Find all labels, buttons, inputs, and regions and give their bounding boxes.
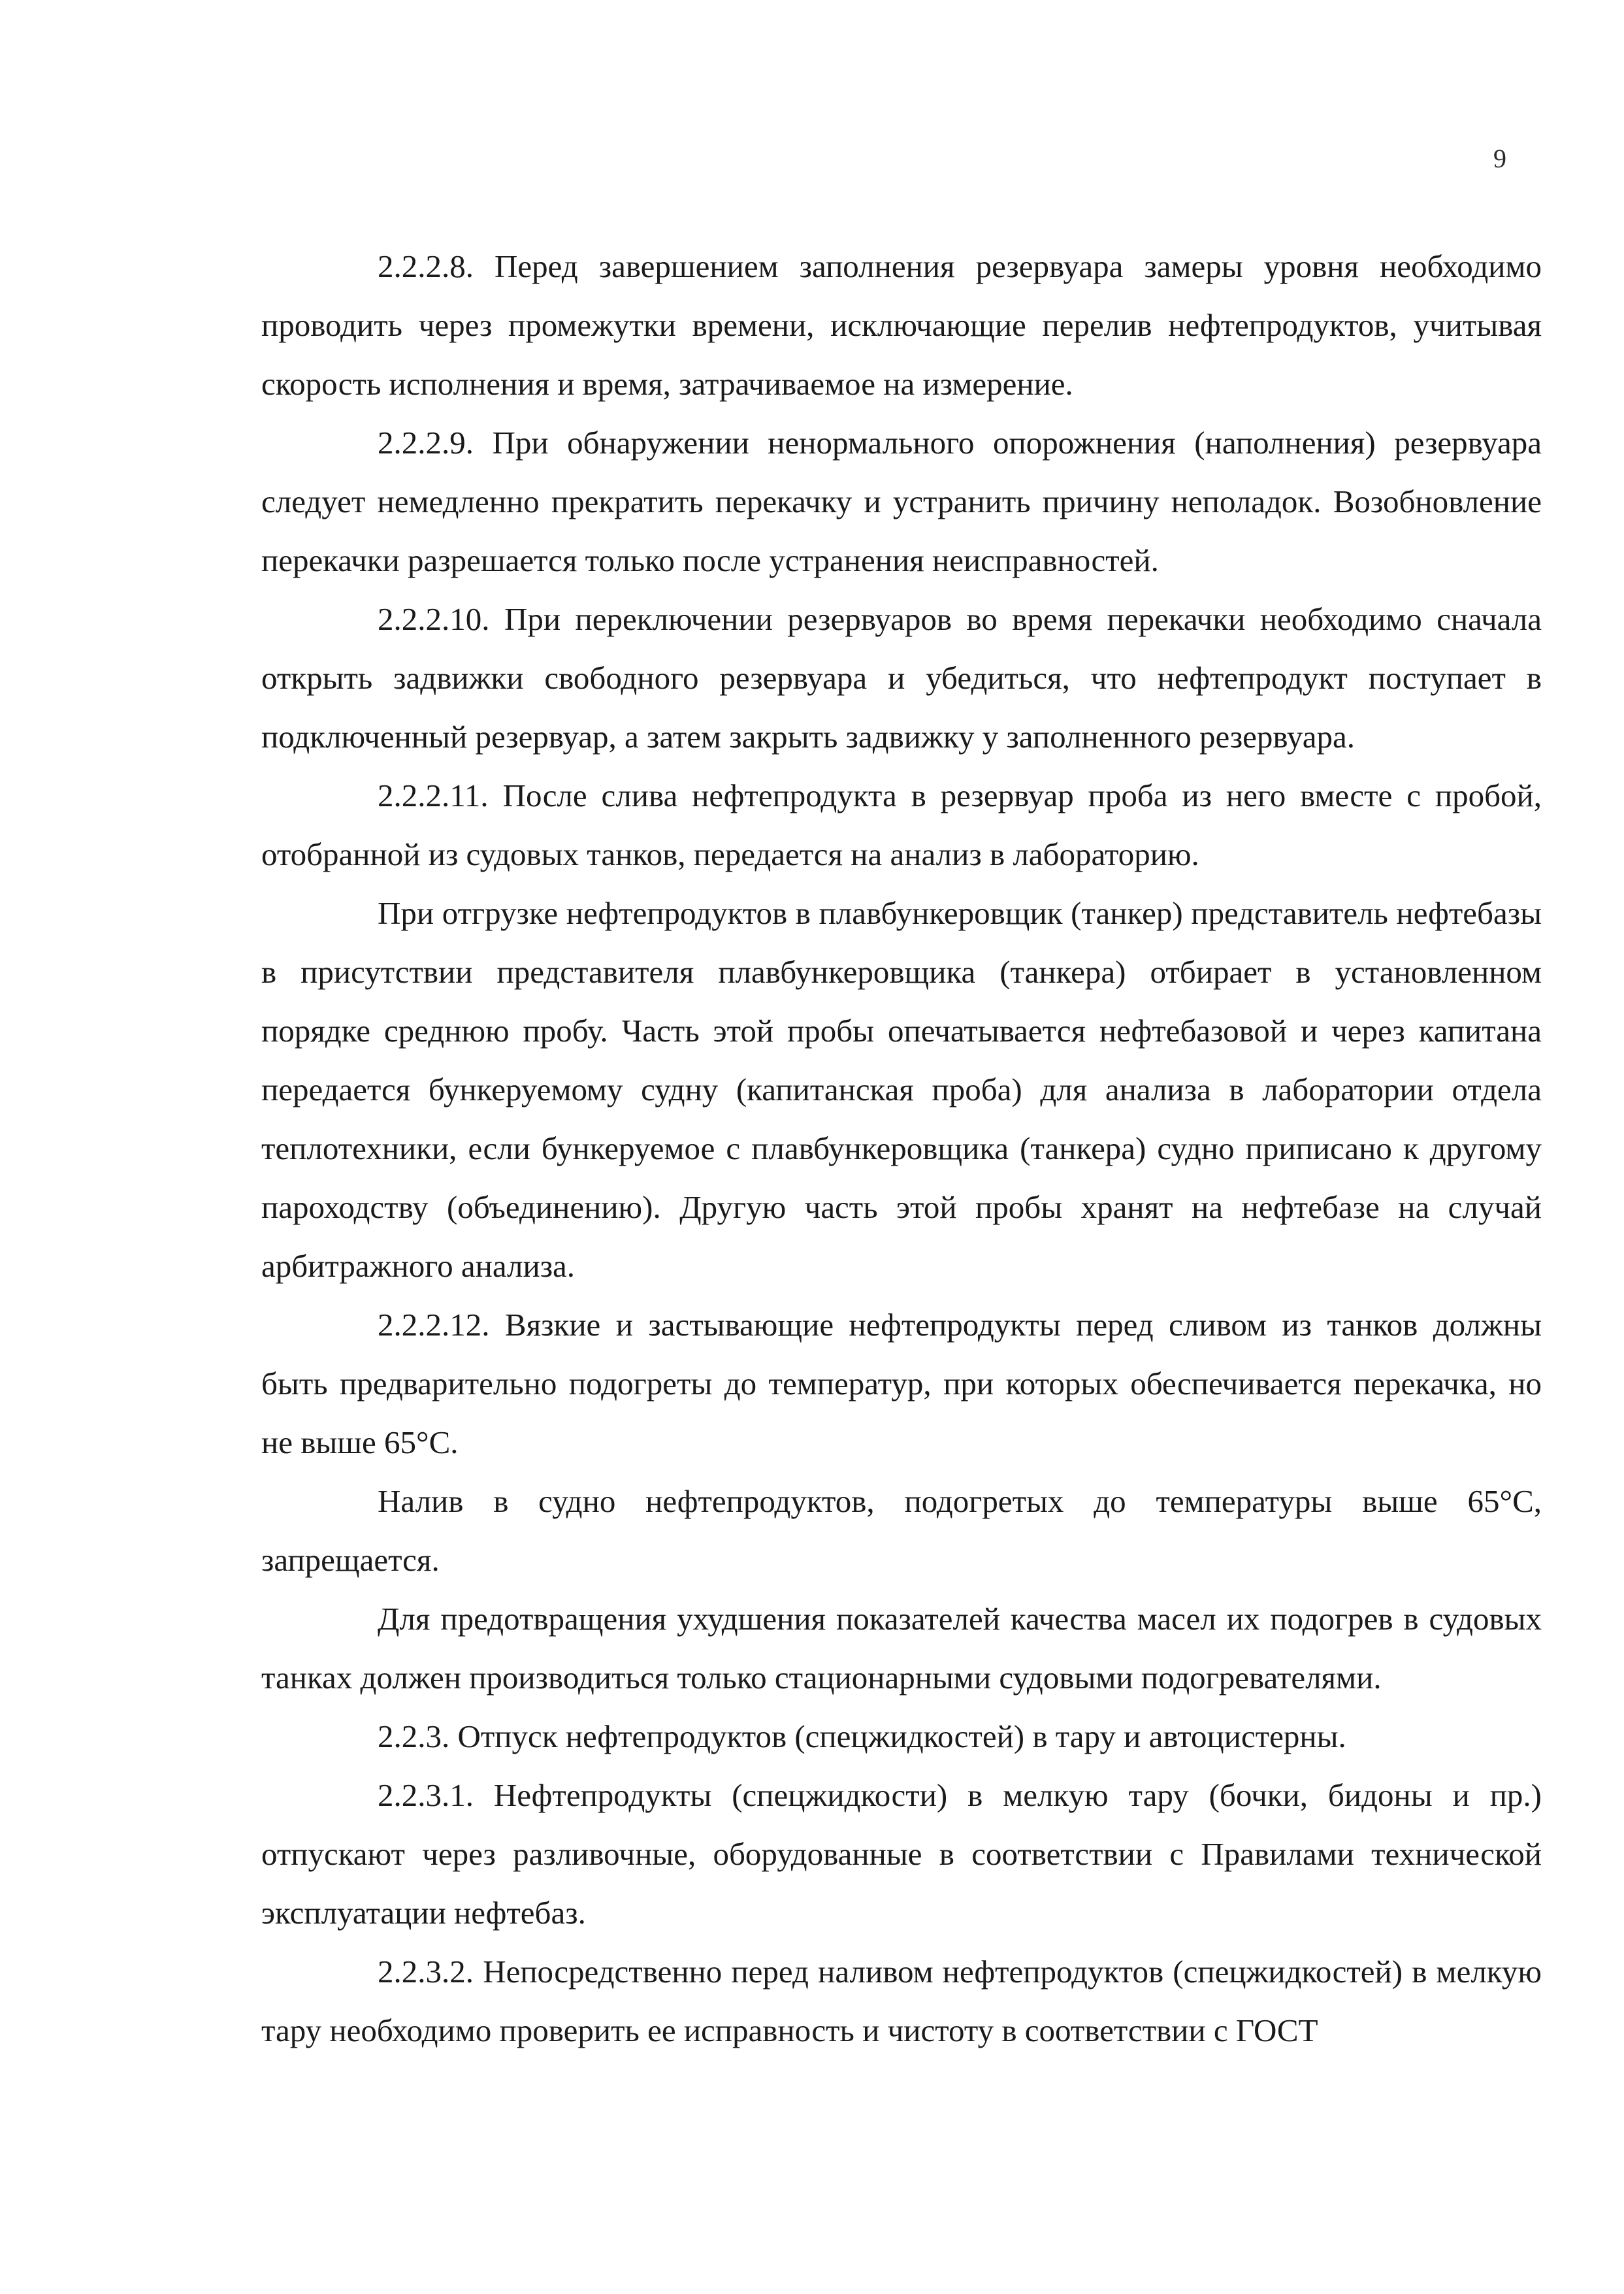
paragraph-bunkering-sample: При отгрузке нефтепродуктов в плавбункеровщик (танкер) представитель нефтебазы в присутствии представителя плавбункеровщика (танкера) отбирает в установленном порядке среднюю пробу. Часть этой пробы опечатывается нефтебазовой и через капитана передается бункеруемому судну (капитанская проба) для анализа в лаборатории отдела теплотехники, если бункеруемое с плавбункеровщика (танкера) судно приписано к другому пароходству (объединению). Другую часть этой пробы хранят на нефтебазе на случай арбитражного анализа. <box>261 895 1542 1284</box>
document-body <box>261 237 1542 2060</box>
paragraph-2-2-3: 2.2.3. Отпуск нефтепродуктов (спецжидкостей) в тару и автоцистерны. <box>378 1718 1346 1754</box>
paragraph-2-2-2-8: 2.2.2.8. Перед завершением заполнения резервуара замеры уровня необходимо проводить через промежутки времени, исключающие перелив нефтепродуктов, учитывая скорость исполнения и время, затрачиваемое на измерение. <box>261 248 1542 402</box>
paragraph-2-2-2-11: 2.2.2.11. После слива нефтепродукта в резервуар проба из него вместе с пробой, отобранной из судовых танков, передается на анализ в лабораторию. <box>261 778 1542 872</box>
paragraph-2-2-2-10: 2.2.2.10. При переключении резервуаров во время перекачки необходимо сначала открыть задвижки свободного резервуара и убедиться, что нефтепродукт поступает в подключенный резервуар, а затем закрыть задвижку у заполненного резервуара. <box>261 601 1542 755</box>
page-number: 9 <box>1493 144 1506 173</box>
paragraph-2-2-2-12: 2.2.2.12. Вязкие и застывающие нефтепродукты перед сливом из танков должны быть предварительно подогреты до температур, при которых обеспечивается перекачка, но не выше 65°С. <box>261 1307 1542 1460</box>
paragraph-2-2-3-2: 2.2.3.2. Непосредственно перед наливом нефтепродуктов (спецжидкостей) в мелкую тару необходимо проверить ее исправность и чистоту в соответствии с ГОСТ <box>261 1954 1542 2048</box>
paragraph-heating-limit: Налив в судно нефтепродуктов, подогретых до температуры выше 65°С, запрещается. <box>261 1483 1542 1578</box>
paragraph-2-2-2-9: 2.2.2.9. При обнаружении ненормального опорожнения (наполнения) резервуара следует немедленно прекратить перекачку и устранить причину неполадок. Возобновление перекачки разрешается только после устранения неисправностей. <box>261 425 1542 578</box>
paragraph-oil-heating: Для предотвращения ухудшения показателей качества масел их подогрев в судовых танках должен производиться только стационарными судовыми подогревателями. <box>261 1601 1542 1696</box>
paragraph-2-2-3-1: 2.2.3.1. Нефтепродукты (спецжидкости) в мелкую тару (бочки, бидоны и пр.) отпускают через разливочные, оборудованные в соответствии с Правилами технической эксплуатации нефтебаз. <box>261 1777 1542 1931</box>
